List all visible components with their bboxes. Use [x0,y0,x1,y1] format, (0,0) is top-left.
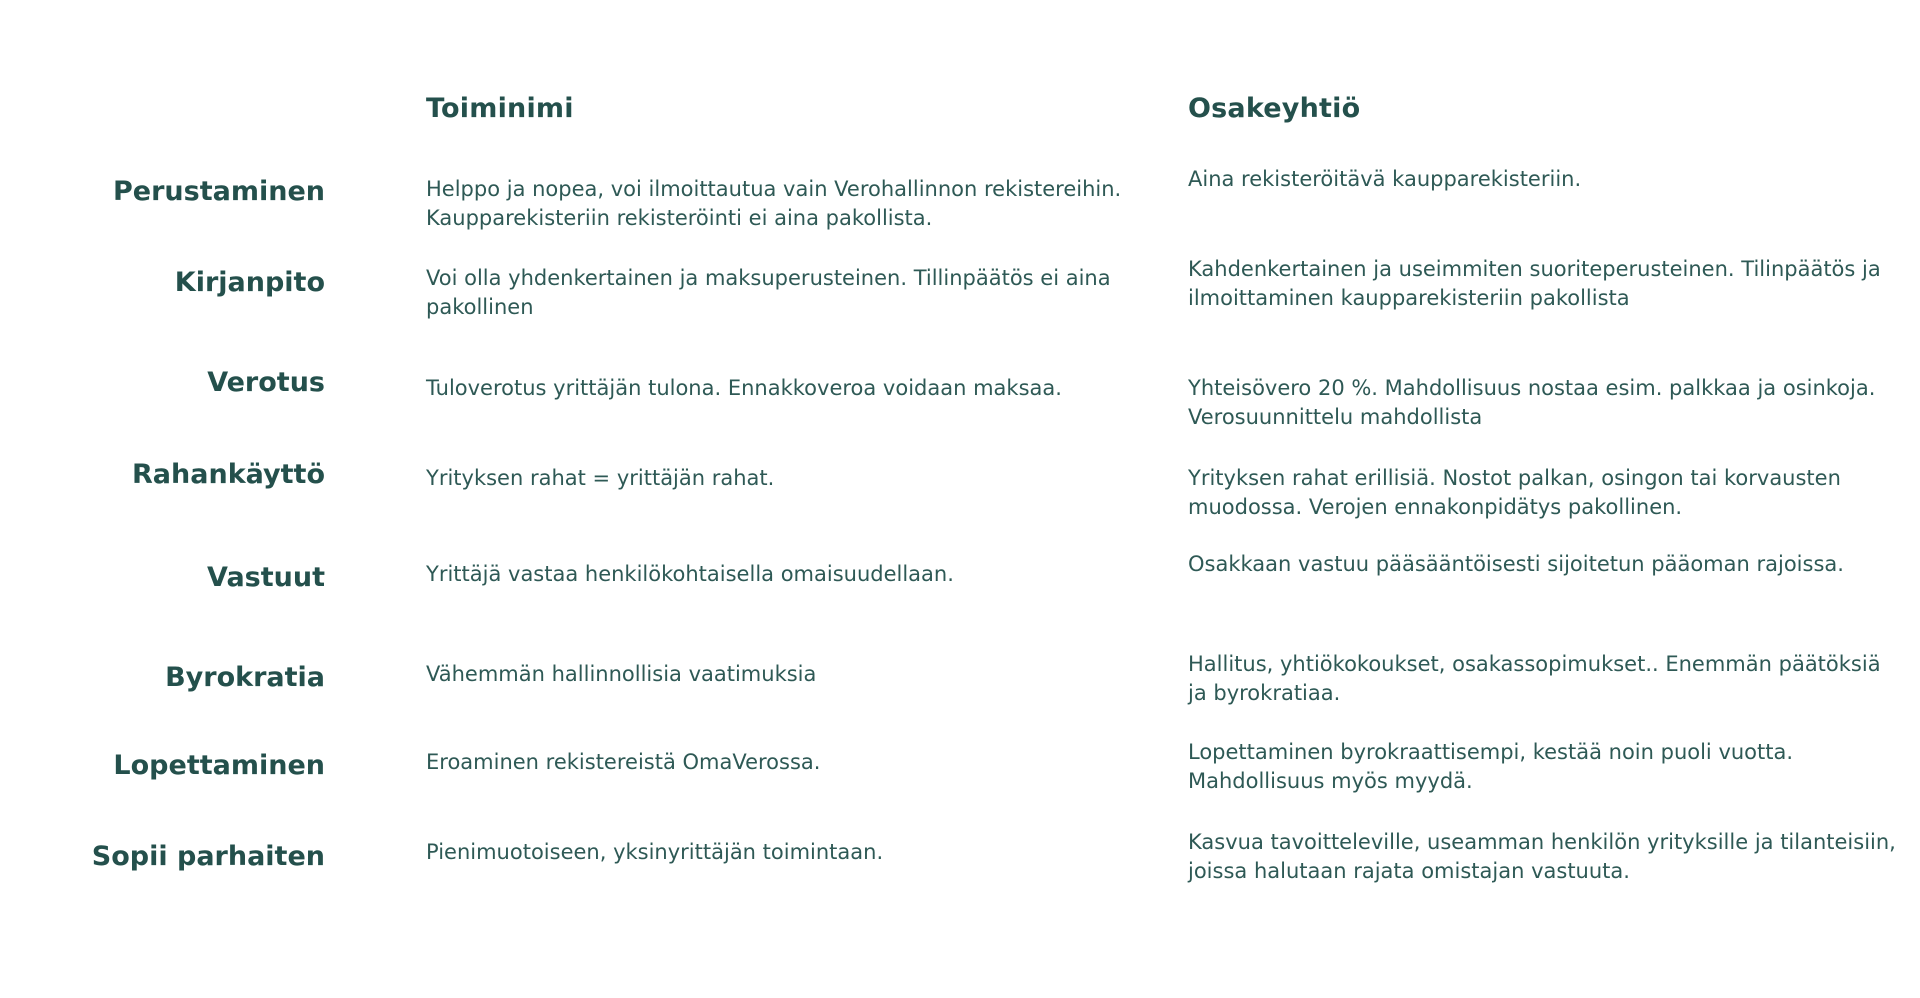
row-label-kirjanpito: Kirjanpito [174,267,325,298]
cell-osakeyhtio-byrokratia: Hallitus, yhtiökokoukset, osakassopimukset.. Enemmän päätöksiä ja byrokratiaa. [1188,652,1881,705]
cell-toiminimi-sopii-parhaiten: Pienimuotoiseen, yksinyrittäjän toimintaan. [426,840,884,864]
cell-toiminimi-lopettaminen: Eroaminen rekistereistä OmaVerossa. [426,750,821,774]
cell-toiminimi-vastuut: Yrittäjä vastaa henkilökohtaisella omaisuudellaan. [426,562,954,586]
row-label-verotus: Verotus [207,367,325,398]
cell-toiminimi-rahankaytto: Yrityksen rahat = yrittäjän rahat. [426,466,775,490]
cell-osakeyhtio-rahankaytto: Yrityksen rahat erillisiä. Nostot palkan, osingon tai korvausten muodossa. Verojen ennakonpidätys pakollinen. [1188,466,1841,519]
cell-toiminimi-verotus: Tuloverotus yrittäjän tulona. Ennakkoveroa voidaan maksaa. [426,376,1062,400]
column-header-osakeyhtio: Osakeyhtiö [1188,93,1361,124]
column-header-toiminimi: Toiminimi [426,93,574,124]
cell-osakeyhtio-sopii-parhaiten: Kasvua tavoitteleville, useamman henkilön yrityksille ja tilanteisiin, joissa halutaan rajata omistajan vastuuta. [1188,830,1896,883]
row-label-lopettaminen: Lopettaminen [113,750,325,781]
cell-toiminimi-kirjanpito: Voi olla yhdenkertainen ja maksuperusteinen. Tillinpäätös ei aina pakollinen [426,266,1111,319]
row-label-rahankaytto: Rahankäyttö [132,459,325,490]
cell-osakeyhtio-perustaminen: Aina rekisteröitävä kaupparekisteriin. [1188,167,1582,191]
cell-osakeyhtio-vastuut: Osakkaan vastuu pääsääntöisesti sijoitetun pääoman rajoissa. [1188,552,1844,576]
cell-osakeyhtio-kirjanpito: Kahdenkertainen ja useimmiten suoriteperusteinen. Tilinpäätös ja ilmoittaminen kaupparekisteriin pakollista [1188,257,1881,310]
cell-osakeyhtio-lopettaminen: Lopettaminen byrokraattisempi, kestää noin puoli vuotta. Mahdollisuus myös myydä. [1188,740,1794,793]
cell-toiminimi-byrokratia: Vähemmän hallinnollisia vaatimuksia [426,662,817,686]
cell-toiminimi-perustaminen: Helppo ja nopea, voi ilmoittautua vain Verohallinnon rekistereihin. Kaupparekisteriin rekisteröinti ei aina pakollista. [426,177,1122,230]
row-label-sopii-parhaiten: Sopii parhaiten [91,841,325,872]
cell-osakeyhtio-verotus: Yhteisövero 20 %. Mahdollisuus nostaa esim. palkkaa ja osinkoja. Verosuunnittelu mahdollista [1188,376,1876,429]
row-label-byrokratia: Byrokratia [165,662,325,693]
row-label-vastuut: Vastuut [207,562,325,593]
row-label-perustaminen: Perustaminen [113,176,325,207]
